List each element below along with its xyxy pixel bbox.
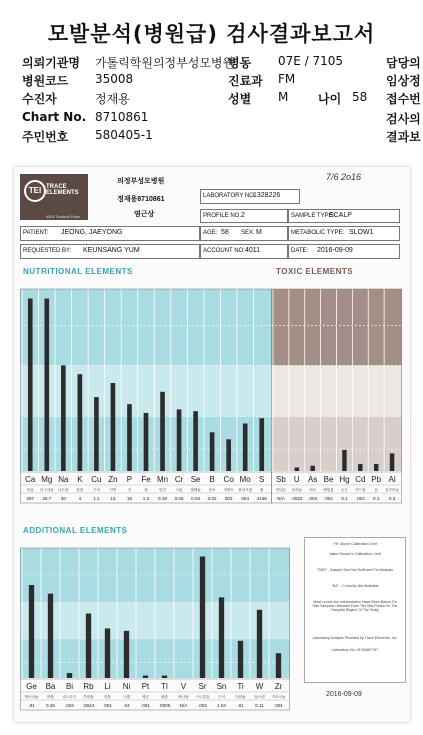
element-result: .0022	[291, 496, 303, 501]
element-symbol: Bi	[65, 682, 74, 691]
metabolic-value: SLOW1	[349, 229, 374, 236]
bar-as	[310, 466, 314, 471]
account-value: 4011	[245, 247, 261, 254]
element-result: 1.2	[142, 496, 150, 501]
element-korean: 베릴륨	[323, 488, 334, 492]
header-value: FM	[278, 72, 296, 86]
element-result: 1.1	[93, 496, 100, 501]
additional-title: ADDITIONAL ELEMENTS	[23, 526, 128, 535]
header-value: 35008	[95, 72, 134, 86]
profile-box	[200, 209, 288, 223]
element-korean: 망간	[159, 488, 167, 492]
bar-ti	[238, 641, 243, 678]
element-symbol: Mg	[41, 475, 53, 484]
element-result: 15	[126, 496, 133, 501]
element-result: 004	[241, 496, 250, 501]
element-korean: 탈륨	[161, 695, 168, 699]
bar-ca	[28, 299, 33, 471]
header-label: 접수번	[386, 92, 421, 106]
age-sex-box	[200, 226, 288, 241]
account-label: ACCOUNT NO:	[203, 248, 245, 254]
element-symbol: Hg	[339, 475, 350, 484]
element-symbol: Na	[58, 475, 69, 484]
element-result: .04	[123, 703, 130, 708]
sample-type-box	[288, 209, 400, 223]
bar-cd	[358, 464, 362, 471]
header-label: 의뢰기관명	[22, 56, 80, 70]
header-label: 검사의	[386, 112, 421, 126]
logo-mark-icon: TEI	[24, 180, 46, 202]
header-label: 성별	[228, 92, 252, 106]
element-korean: 백금	[142, 695, 149, 699]
element-result: 0.3	[388, 496, 396, 501]
bar-ni	[124, 631, 129, 678]
info-line: "HI" Above Calibration Limit	[333, 542, 377, 546]
element-symbol: K	[77, 475, 83, 484]
requested-label: REQUESTED BY:	[23, 248, 72, 254]
element-symbol: Sr	[198, 682, 207, 691]
bar-zr	[276, 653, 281, 678]
element-korean: 몰리브덴	[238, 488, 253, 492]
element-korean: 나트륨	[58, 488, 69, 492]
bar-mg	[44, 299, 49, 471]
logo-text: TRACE ELEMENTS	[46, 184, 79, 196]
bar-b	[210, 432, 215, 471]
element-korean: 우라늄	[291, 488, 303, 492]
account-box	[200, 244, 288, 259]
element-result: .0044	[82, 703, 95, 708]
signature: 7/6 2o16	[326, 172, 362, 182]
element-korean: 황	[259, 488, 264, 492]
info-line: Value Shown is Calibration Limit	[329, 552, 381, 556]
hair-analysis-sheet	[14, 167, 410, 722]
element-korean: 게르마늄	[24, 695, 39, 699]
element-result: 002	[224, 496, 233, 501]
element-symbol: Rb	[83, 682, 94, 691]
bar-cr	[177, 409, 182, 471]
header-label: Chart No.	[22, 110, 87, 124]
bar-li	[105, 628, 110, 678]
element-symbol: As	[308, 475, 318, 484]
element-korean: 칼슘	[26, 488, 34, 492]
sample-type-value: SCALP	[329, 212, 352, 219]
element-result: .001	[324, 496, 334, 501]
element-symbol: Fe	[141, 475, 151, 484]
lab-no-value: 1328226	[253, 192, 281, 199]
bar-bi	[67, 673, 72, 678]
element-result: 13	[110, 496, 116, 501]
bar-sr	[200, 556, 205, 678]
element-symbol: Zn	[108, 475, 118, 484]
bar-na	[61, 365, 66, 471]
header-label: 결과보	[386, 130, 421, 144]
bar-ge	[29, 585, 34, 678]
bar-se	[193, 411, 198, 471]
header-value: 정재용	[95, 92, 130, 106]
element-korean: 비소	[309, 488, 317, 492]
element-symbol: Mn	[156, 475, 169, 484]
sample-type-label: SAMPLE TYPE:	[291, 213, 335, 219]
element-result: 4	[78, 496, 82, 501]
element-result: .01	[237, 703, 244, 708]
lab-no-label: LABORATORY NO.	[203, 193, 256, 199]
patient-box	[20, 226, 200, 241]
bar-tl	[162, 676, 167, 678]
report-title: 모발분석(병원급) 검사결과보고서	[47, 22, 376, 46]
patient-stamp: 정재용8710861	[117, 196, 165, 203]
info-line: Most Levels Are Interpretation Have Been Based On Hair Samples Obtained From The Mid-Portion To The Occipital Region Of The Scalp	[312, 600, 398, 612]
info-line: Laboratory Analysis Provided by Trace Elements, Inc.	[312, 636, 398, 640]
header-label: 주민번호	[22, 130, 69, 144]
element-result: .001	[274, 703, 283, 708]
bar-rb	[86, 614, 91, 678]
requested-value: KEUNSANG YUM	[83, 247, 140, 254]
element-korean: 루비듐	[83, 695, 94, 699]
nutritional-chart	[20, 277, 272, 505]
element-korean: 니켈	[123, 695, 130, 699]
element-result: 0.11	[255, 703, 264, 708]
bar-w	[257, 610, 262, 678]
element-result: 0.19	[158, 496, 168, 501]
element-korean: 납	[374, 488, 378, 492]
age-header-value: 58	[352, 90, 368, 104]
age-label: AGE:	[203, 230, 218, 236]
toxic-title: TOXIC ELEMENTS	[276, 267, 354, 276]
bar-p	[127, 404, 132, 471]
bar-u	[295, 467, 299, 471]
element-korean: 알루미늄	[385, 488, 400, 492]
element-symbol: Sb	[276, 475, 286, 484]
element-korean: 지르코늄	[271, 695, 286, 699]
element-korean: 아연	[109, 488, 117, 492]
bar-sn	[219, 597, 224, 678]
element-result: .0005	[158, 703, 171, 708]
bar-pt	[143, 676, 148, 678]
bar-pb	[374, 464, 378, 471]
header-value: M	[278, 90, 289, 104]
info-line: Laboratory No. 45 D0467767	[331, 648, 379, 652]
element-symbol: Co	[223, 475, 234, 484]
element-symbol: W	[255, 682, 264, 691]
bar-zn	[111, 383, 116, 471]
element-symbol: Pb	[371, 475, 382, 484]
element-symbol: Se	[190, 475, 201, 484]
element-symbol: Cu	[91, 475, 102, 484]
profile-label: PROFILE NO.	[203, 213, 242, 219]
element-symbol: Pt	[141, 682, 150, 691]
requested-box	[20, 244, 200, 259]
logo-address: 4501 Sunbelt Drive	[46, 214, 81, 219]
sex-label: SEX:	[241, 230, 255, 236]
bar-al	[390, 453, 394, 471]
element-korean: 스트론튬	[195, 695, 210, 699]
element-korean: 비스무트	[62, 695, 77, 699]
element-result: .001	[103, 703, 112, 708]
header-label: 병동	[228, 56, 252, 70]
additional-chart	[20, 536, 290, 714]
date-box	[288, 244, 400, 259]
header-label: 병원코드	[22, 74, 69, 88]
element-symbol: P	[126, 475, 133, 484]
element-korean: 구리	[92, 488, 100, 492]
element-symbol: Be	[323, 475, 334, 484]
bar-ba	[48, 594, 53, 678]
element-result: 0.26	[46, 703, 55, 708]
element-result: 4156	[256, 496, 267, 501]
element-korean: 안티몬	[275, 488, 287, 492]
element-symbol: Ni	[122, 682, 131, 691]
element-result: 0.1	[372, 496, 380, 501]
element-korean: 인	[127, 488, 132, 492]
element-korean: 코발트	[223, 488, 234, 492]
header-value: 580405-1	[95, 128, 153, 142]
sample-stamp: 염근상	[134, 211, 155, 218]
element-korean: 바륨	[47, 695, 54, 699]
element-result: N/A	[277, 496, 285, 501]
bar-cu	[94, 397, 99, 471]
element-symbol: B	[209, 475, 215, 484]
nutritional-title: NUTRITIONAL ELEMENTS	[23, 267, 133, 276]
element-symbol: Li	[104, 682, 111, 691]
element-symbol: V	[180, 682, 187, 691]
lab-no-box	[200, 189, 300, 204]
header-label: 진료과	[228, 74, 263, 88]
element-korean: 텅스텐	[254, 695, 265, 699]
element-result: 0.02	[207, 496, 217, 501]
info-line: "SNS" - Sample Size Not Sufficient For Analysis	[316, 568, 394, 572]
metabolic-label: METABOLIC TYPE:	[291, 230, 345, 236]
date-label: DATE:	[291, 248, 309, 254]
element-result: 0.1	[341, 496, 348, 501]
element-result: N/A	[179, 703, 188, 708]
age-value: 58	[221, 229, 229, 236]
metabolic-box	[288, 226, 400, 241]
element-symbol: Ti	[237, 682, 244, 691]
date-value: 2016-09-09	[317, 247, 353, 254]
patient-value: JEONG, JAEYONG	[61, 229, 123, 236]
element-result: 287	[26, 496, 35, 501]
element-result: 25.7	[42, 496, 52, 501]
element-korean: 수은	[340, 488, 348, 492]
header-label: 담당의	[386, 56, 421, 70]
element-korean: 철	[144, 488, 148, 492]
element-result: .004	[308, 496, 318, 501]
element-symbol: Al	[388, 475, 396, 484]
hospital-name: 의정부성모병원	[117, 178, 165, 185]
element-result: 1.04	[217, 703, 226, 708]
element-korean: 셀레늄	[190, 488, 201, 492]
bar-mo	[243, 423, 248, 471]
element-symbol: Zr	[274, 682, 283, 691]
element-result: .001	[141, 703, 150, 708]
profile-value: 2	[241, 212, 245, 219]
element-symbol: U	[293, 475, 300, 484]
bar-co	[226, 439, 231, 471]
header-value: 07E / 7105	[278, 54, 344, 68]
toxic-chart	[271, 277, 402, 505]
element-result: .01	[28, 703, 35, 708]
element-symbol: Ba	[45, 682, 56, 691]
element-korean: 크롬	[175, 488, 183, 492]
element-result: 0.04	[191, 496, 201, 501]
sex-value: M	[256, 229, 262, 236]
element-korean: 리튬	[104, 695, 111, 699]
bar-hg	[342, 450, 346, 471]
element-symbol: Cd	[355, 475, 366, 484]
element-korean: 티타늄	[235, 695, 246, 699]
header-value: 8710861	[95, 110, 149, 124]
age-header-label: 나이	[318, 92, 342, 106]
bar-k	[78, 374, 83, 471]
element-symbol: S	[259, 475, 265, 484]
bar-s	[259, 418, 264, 471]
element-korean: 바나듐	[178, 695, 189, 699]
element-korean: 붕소	[208, 488, 216, 492]
element-symbol: Ca	[25, 475, 36, 484]
chart-band-mid	[20, 365, 272, 416]
element-symbol: Tl	[161, 682, 168, 691]
element-korean: 카드뮴	[355, 488, 366, 492]
element-result: 30	[60, 496, 66, 501]
element-result: .002	[65, 703, 74, 708]
element-symbol: Cr	[174, 475, 184, 484]
element-symbol: Mo	[239, 475, 251, 484]
patient-label: PATIENT:	[23, 230, 49, 236]
header-value: 가톨릭학원의정부성모병원	[95, 56, 235, 70]
lab-logo	[20, 174, 88, 220]
element-result: 0.06	[174, 496, 184, 501]
element-result: .002	[355, 496, 365, 501]
chart-band-high	[20, 289, 272, 365]
bar-mn	[160, 392, 165, 471]
element-result: .002	[198, 703, 207, 708]
header-label: 수진자	[22, 92, 57, 106]
header-label: 임상정	[386, 74, 421, 88]
element-korean: 마그네슘	[39, 488, 54, 492]
footer-date: 2016-09-09	[326, 691, 362, 698]
info-line: "NA" - Currently Not Available	[331, 584, 379, 588]
element-korean: 주석	[218, 695, 225, 699]
legend-info-box	[304, 537, 406, 683]
element-symbol: Sn	[216, 682, 227, 691]
bar-fe	[144, 413, 149, 471]
element-symbol: Ge	[26, 682, 37, 691]
element-korean: 칼륨	[76, 488, 84, 492]
